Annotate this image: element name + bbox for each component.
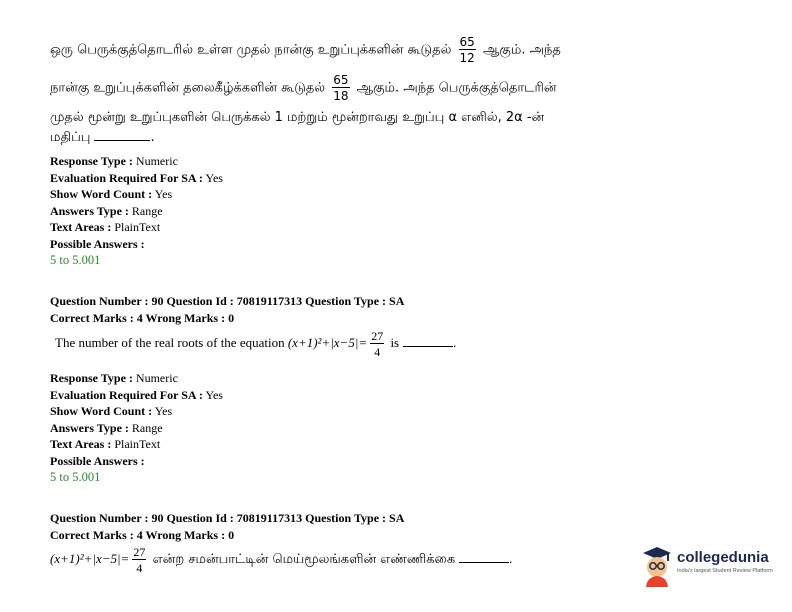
fraction: $\frac{27}{4}$ [133,545,146,575]
question-header: Question Number : 90 Question Id : 70819117313 Question Type : SA Correct Marks : 4 Wrong Marks : 0 [50,294,405,325]
english-question-text: The number of the real roots of the equation (x+1)²+|x−5|= $\frac{27}{4}$ is . [55,329,457,359]
tamil-question-text: (x+1)²+|x−5|= $\frac{27}{4}$ என்ற சமன்பாட்டின் மெய்மூலங்களின் எண்ணிக்கை . [50,545,513,575]
answer-blank [403,345,453,347]
logo-wordmark: collegedunia [677,549,769,566]
answer-blank [94,139,150,141]
fraction: $\frac{65}{12}$ [459,35,475,65]
equation: (x+1)²+|x−5|= [50,550,130,566]
collegedunia-logo [639,543,773,591]
question-header: Question Number : 90 Question Id : 70819117313 Question Type : SA Correct Marks : 4 Wrong Marks : 0 [50,511,405,542]
mascot-logo-icon [639,543,675,589]
fraction: $\frac{65}{18}$ [333,73,349,103]
question-meta: Response Type : Numeric Evaluation Required For SA : Yes Show Word Count : Yes Answers Type : Range Text Areas : PlainText Possible Answers : [50,371,223,468]
possible-answer-value: 5 to 5.001 [50,253,101,267]
answer-blank [459,561,509,563]
tamil-question-line-2: நான்கு உறுப்புக்களின் தலைகீழ்க்களின் கூடுதல் $\frac{65}{18}$ ஆகும். அந்த பெருக்குத்தொடரின் [50,73,557,103]
tamil-question-line-3: முதல் மூன்று உறுப்புகளின் பெருக்கல் 1 மற்றும் மூன்றாவது உறுப்பு α எனில், 2α -ன் [50,110,545,125]
tamil-question-line-1: ஒரு பெருக்குத்தொடரில் உள்ள முதல் நான்கு உறுப்புக்களின் கூடுதல் $\frac{65}{12}$ ஆகும். அந்த [50,35,561,65]
question-meta: Response Type : Numeric Evaluation Required For SA : Yes Show Word Count : Yes Answers Type : Range Text Areas : PlainText Possible Answers : [50,154,223,251]
equation: (x+1)²+|x−5|= [287,334,368,350]
tamil-question-line-4: மதிப்பு . [50,130,155,145]
fraction: $\frac{27}{4}$ [371,329,384,359]
possible-answer-value: 5 to 5.001 [50,470,101,484]
logo-tagline: India's largest Student Review Platform [677,568,773,574]
